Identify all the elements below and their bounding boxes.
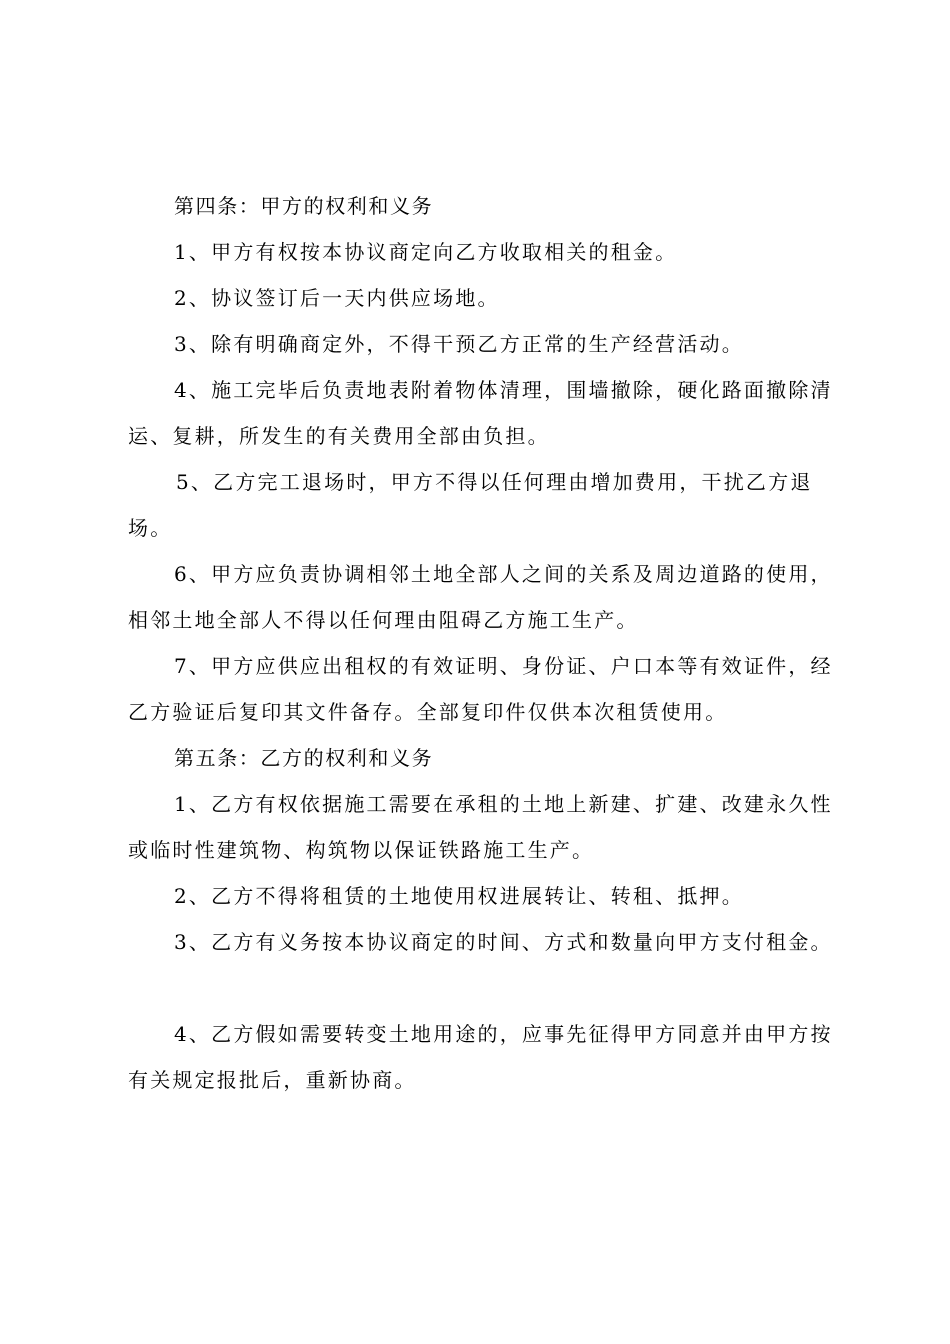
section-4-item-3: 3、除有明确商定外，不得干预乙方正常的生产经营活动。: [174, 332, 744, 356]
section-4-item-4-line-1: 4、施工完毕后负责地表附着物体清理，围墙撤除，硬化路面撤除清: [174, 378, 833, 402]
paragraph-spacer: [128, 965, 830, 1011]
section-5-item-4-line-2: 有关规定报批后，重新协商。: [128, 1068, 417, 1092]
section-5-item-1-line-2: 或临时性建筑物、构筑物以保证铁路施工生产。: [128, 838, 595, 862]
section-5-item-2: 2、乙方不得将租赁的土地使用权进展转让、转租、抵押。: [174, 884, 744, 908]
section-4-item-5-line-1: 5、乙方完工退场时，甲方不得以任何理由增加费用，干扰乙方退: [176, 470, 813, 494]
section-4-item-2: 2、协议签订后一天内供应场地。: [174, 286, 500, 310]
section-4-item-5-line-2: 场。: [128, 516, 173, 540]
section-4-item-7-line-2: 乙方验证后复印其文件备存。全部复印件仅供本次租赁使用。: [128, 700, 728, 724]
section-4-item-1: 1、甲方有权按本协议商定向乙方收取相关的租金。: [174, 240, 678, 264]
section-4-heading: 第四条：甲方的权利和义务: [174, 194, 434, 218]
document-body: [128, 183, 833, 1103]
section-4-item-6-line-1: 6、甲方应负责协调相邻土地全部人之间的关系及周边道路的使用，: [174, 562, 833, 586]
section-5-heading: 第五条：乙方的权利和义务: [174, 746, 434, 770]
section-5-item-4-line-1: 4、乙方假如需要转变土地用途的，应事先征得甲方同意并由甲方按: [174, 1022, 833, 1046]
section-4-item-4-line-2: 运、复耕，所发生的有关费用全部由负担。: [128, 424, 550, 448]
section-5-item-1-line-1: 1、乙方有权依据施工需要在承租的土地上新建、扩建、改建永久性: [174, 792, 833, 816]
section-5-item-3: 3、乙方有义务按本协议商定的时间、方式和数量向甲方支付租金。: [174, 930, 833, 954]
section-4-item-6-line-2: 相邻土地全部人不得以任何理由阻碍乙方施工生产。: [128, 608, 639, 632]
section-4-item-7-line-1: 7、甲方应供应出租权的有效证明、身份证、户口本等有效证件，经: [174, 654, 833, 678]
